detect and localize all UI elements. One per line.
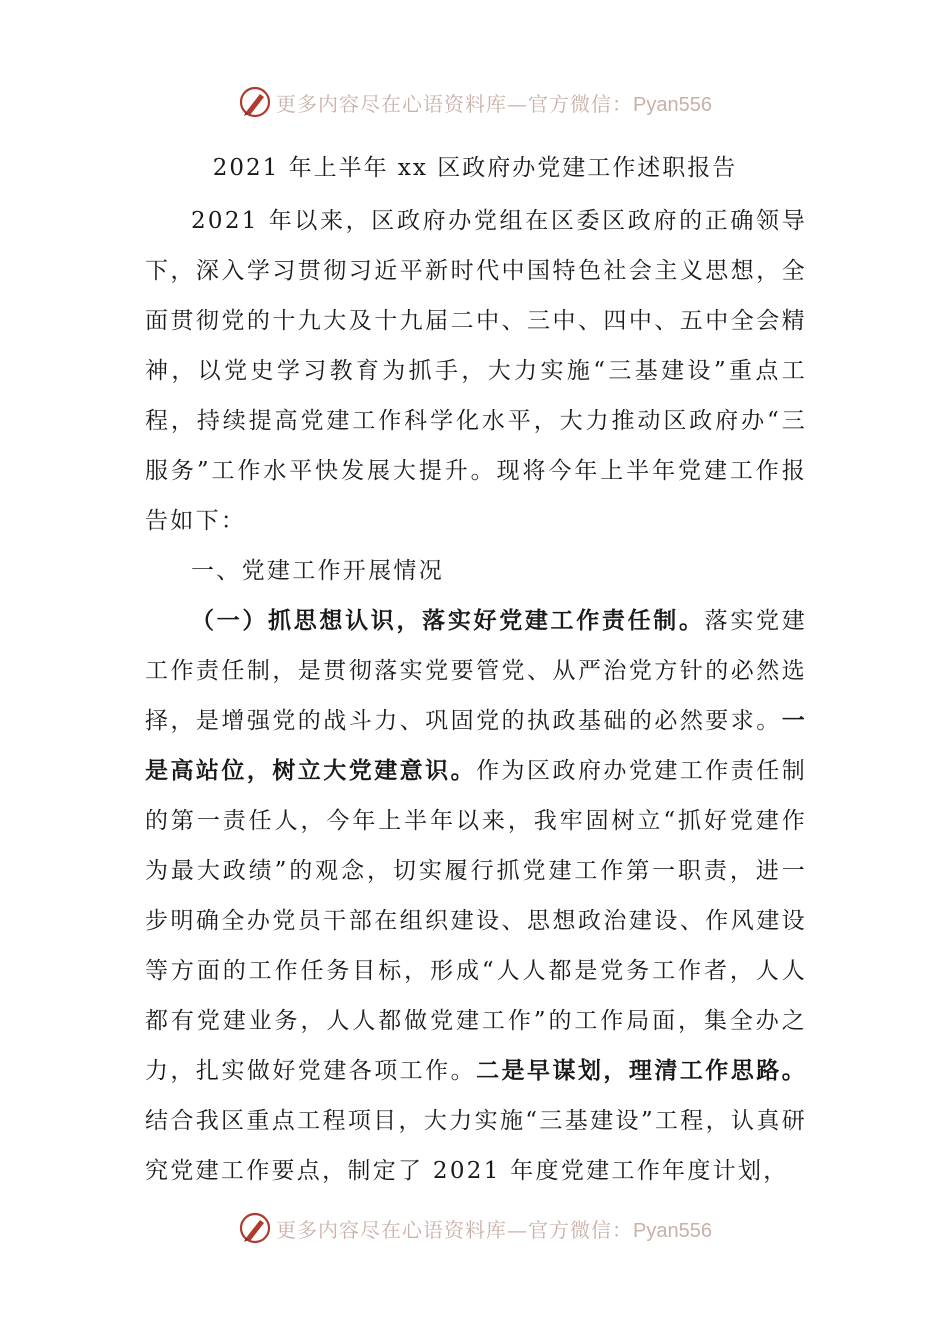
section-heading: 一、党建工作开展情况 (191, 558, 444, 584)
intro-paragraph: 2021 年以来，区政府办党组在区委区政府的正确领导下，深入学习贯彻习近平新时代中国特色社会主义思想，全面贯彻党的十九大及十九届二中、三中、四中、五中全会精神，以党史学习教育为抓手，大力实施“三基建设”重点工程，持续提高党建工作科学化水平，大力推动区政府办“三服务”工作水平快发展大提升。现将今年上半年党建工作报告如下： (145, 208, 807, 534)
document-title: 2021 年上半年 xx 区政府办党建工作述职报告 (212, 155, 738, 181)
document-body (145, 196, 807, 1196)
watermark-text: 更多内容尽在心语资料库—官方微信：Pyan556 (276, 91, 712, 116)
pen-logo-icon (238, 1211, 272, 1245)
subsection-heading: （一）抓思想认识，落实好党建工作责任制。 (191, 607, 705, 634)
paragraph-text: 结合我区重点工程项目，大力实施“三基建设”工程，认真研究党建工作要点，制定了 2021 年度党建工作年度计划， (145, 1108, 807, 1184)
watermark-banner-bottom (0, 1204, 950, 1252)
pen-logo-icon (238, 85, 272, 119)
watermark-banner-top (0, 78, 950, 126)
point-heading: 二是早谋划，理清工作思路。 (476, 1057, 807, 1084)
content-paragraph (145, 596, 807, 1196)
paragraph-text: 落实党建工作责任制，是贯彻落实党要管党、从严治党方针的必然选择，是增强党的战斗力、巩固党的执政基础的必然要求。 (145, 608, 808, 734)
point-heading: 一是高站位，树立大党建意识。 (145, 707, 807, 784)
watermark-text: 更多内容尽在心语资料库—官方微信：Pyan556 (276, 1217, 712, 1242)
paragraph-text: 作为区政府办党建工作责任制的第一责任人，今年上半年以来，我牢固树立“抓好党建作为最大政绩”的观念，切实履行抓党建工作第一职责，进一步明确全办党员干部在组织建设、思想政治建设、作风建设等方面的工作任务目标，形成“人人都是党务工作者，人人都有党建业务，人人都做党建工作”的工作局面，集全办之力，扎实做好党建各项工作。 (145, 758, 807, 1084)
